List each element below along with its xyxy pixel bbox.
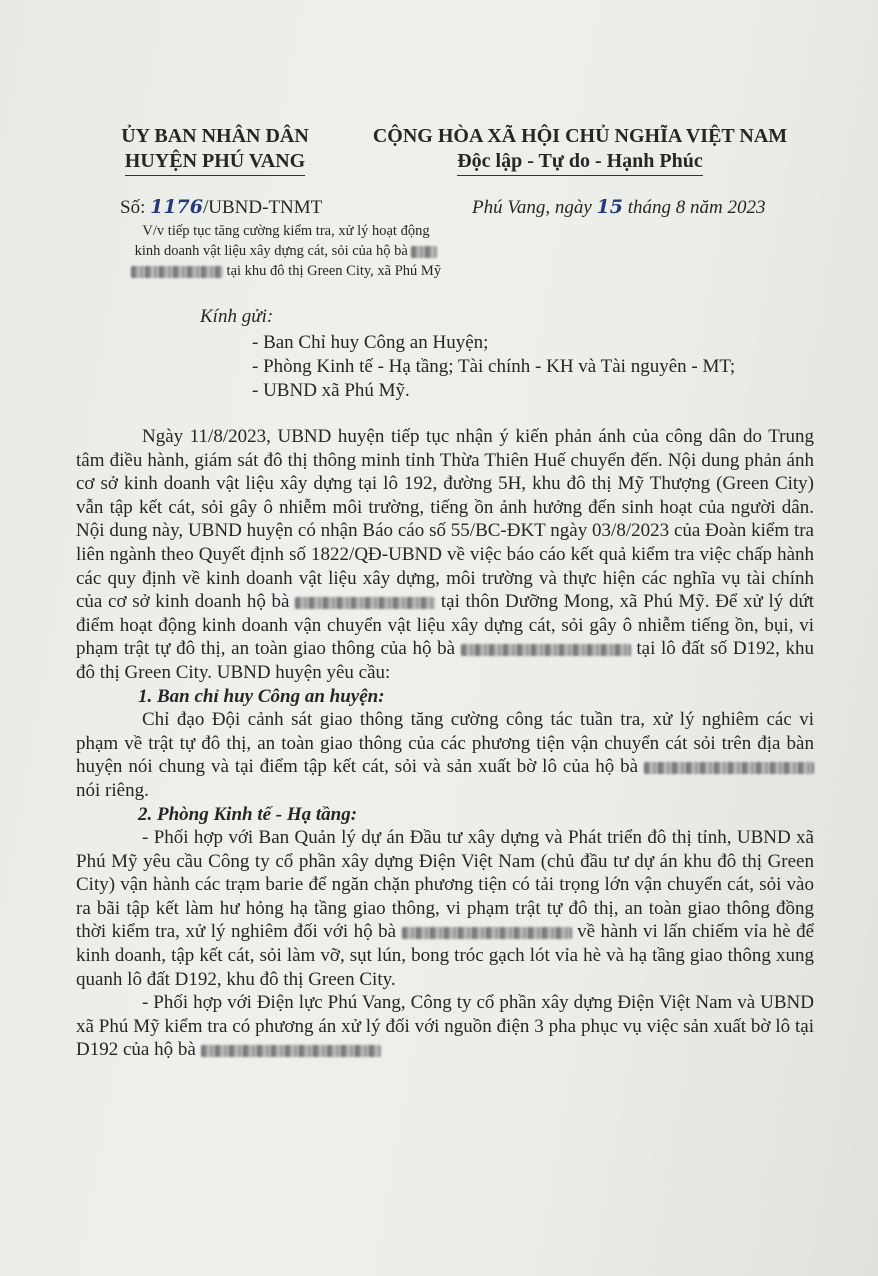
paragraph-3-part-a: - Phối hợp với Ban Quản lý dự án Đầu tư xây dựng và Phát triển đô thị tỉnh, UBND xã Phú Mỹ yêu cầu Công ty cổ phần xây dựng Điện Việt Nam (chủ đầu tư dự án khu đô thị Green City) vận hành các trạm barie để ngăn chặn phương tiện có tải trọng lớn vận chuyển cát, sỏi vào ra bãi tập kết làm hư hỏng hạ tầng giao thông, vi phạm trật tự đô thị, an toàn giao thông đồng thời kiểm tra, xử lý nghiêm đối với hộ bà <box>76 827 814 943</box>
document-body <box>76 425 814 1062</box>
doc-number-suffix: /UBND-TNMT <box>203 197 323 218</box>
recipient-item: - UBND xã Phú Mỹ. <box>252 380 410 401</box>
paragraph-1-part-a: Ngày 11/8/2023, UBND huyện tiếp tục nhận ý kiến phản ánh của công dân do Trung tâm điều hành, giám sát đô thị thông minh tỉnh Thừa Thiên Huế chuyển đến. Nội dung phản ánh cơ sở kinh doanh vật liệu xây dựng tại lô 192, đường 5H, khu đô thị Mỹ Thượng (Green City) vẫn tập kết cát, sỏi gây ô nhiễm môi trường, tiếng ồn ảnh hưởng đến sinh hoạt của người dân. Nội dung này, UBND huyện có nhận Báo cáo số 55/BC-ĐKT ngày 03/8/2023 của Đoàn kiểm tra liên ngành theo Quyết định số 1822/QĐ-UBND về việc báo cáo kết quả kiểm tra việc chấp hành các quy định về kinh doanh vật liệu xây dựng, môi trường và thực hiện các nghĩa vụ tài chính của cơ sở kinh doanh hộ bà <box>76 426 814 613</box>
recipient-item: - Phòng Kinh tế - Hạ tầng; Tài chính - KH và Tài nguyên - MT; <box>252 356 736 377</box>
redacted-name <box>644 762 814 774</box>
paragraph-3-part-b: về hành vi lấn chiếm vỉa hè để kinh doanh, tập kết cát, sỏi làm vỡ, sụt lún, bong tróc gạch lót vỉa hè và hạ tầng giao thông xung quanh lô đất D192, khu đô thị Green City. <box>76 921 815 990</box>
paragraph-2-part-a: Chỉ đạo Đội cảnh sát giao thông tăng cường công tác tuần tra, xử lý nghiêm các vi phạm về trật tự đô thị, an toàn giao thông của các phương tiện vận chuyển cát sỏi trên địa bàn huyện nói chung và tại điểm tập kết cát, sỏi và sản xuất bờ lô của hộ bà <box>76 709 814 778</box>
date-day-handwritten: 15 <box>596 196 623 218</box>
redacted-name <box>461 644 631 656</box>
paragraph-1-part-b: tại thôn Dưỡng Mong, xã Phú Mỹ. Để xử lý dứt điểm hoạt động kinh doanh vận chuyển vật liệu xây dựng cát, sỏi gây ô nhiễm tiếng ồn, bụi, vi phạm trật tự đô thị, an toàn giao thông của hộ bà <box>76 591 815 660</box>
paragraph-2 <box>76 708 814 802</box>
agency-line-1: ỦY BAN NHÂN DÂN <box>121 125 309 147</box>
date-place: Phú Vang, ngày <box>472 197 597 218</box>
subject-summary <box>96 221 476 281</box>
subject-line-1: V/v tiếp tục tăng cường kiểm tra, xử lý hoạt động <box>142 223 430 239</box>
date-rest: tháng 8 năm 2023 <box>623 197 766 218</box>
paragraph-4-part-a: - Phối hợp với Điện lực Phú Vang, Công ty cổ phần xây dựng Điện Việt Nam và UBND xã Phú Mỹ kiểm tra có phương án xử lý đối với nguồn điện 3 pha phục vụ việc sản xuất bờ lô tại D192 của hộ bà <box>76 992 814 1061</box>
section-heading-1: 1. Ban chỉ huy Công an huyện: <box>138 685 385 707</box>
doc-number-handwritten: 1176 <box>150 196 203 218</box>
paragraph-2-part-b: nói riêng. <box>76 779 149 801</box>
recipients-label: Kính gửi: <box>200 306 274 327</box>
redacted-name <box>411 246 437 258</box>
paragraph-3 <box>76 826 814 991</box>
issuing-agency-header <box>100 124 330 176</box>
agency-line-2: HUYỆN PHÚ VANG <box>125 149 305 176</box>
redacted-name <box>295 597 435 609</box>
recipient-item: - Ban Chỉ huy Công an Huyện; <box>252 332 489 353</box>
subject-line-2: kinh doanh vật liệu xây dựng cát, sỏi của hộ bà <box>134 243 408 259</box>
redacted-name <box>402 927 572 939</box>
doc-number-prefix: Số: <box>120 197 151 218</box>
paragraph-1 <box>76 425 814 685</box>
redacted-name <box>201 1045 381 1057</box>
section-heading-2: 2. Phòng Kinh tế - Hạ tầng: <box>138 803 358 825</box>
document-number <box>120 196 322 219</box>
recipients-list <box>252 331 735 403</box>
subject-line-3: tại khu đô thị Green City, xã Phú Mỹ <box>226 263 442 279</box>
document-date <box>472 196 766 219</box>
nation-motto: Độc lập - Tự do - Hạnh Phúc <box>457 149 703 176</box>
redacted-name <box>131 266 223 278</box>
paragraph-1-part-c: tại lô đất số D192, khu đô thị Green City. UBND huyện yêu cầu: <box>76 638 814 683</box>
national-motto-header <box>350 124 810 176</box>
paragraph-4 <box>76 991 814 1062</box>
nation-title: CỘNG HÒA XÃ HỘI CHỦ NGHĨA VIỆT NAM <box>372 125 788 147</box>
